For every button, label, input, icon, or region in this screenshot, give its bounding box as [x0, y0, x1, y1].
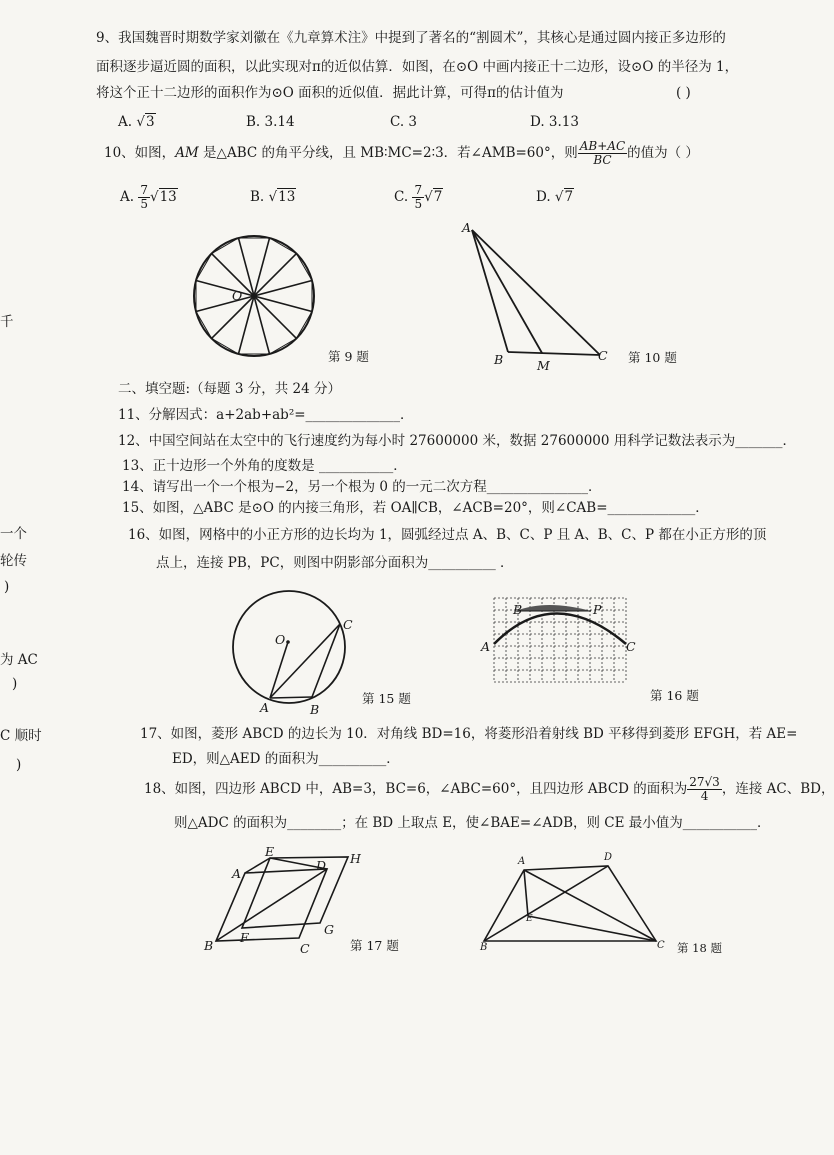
fig15-label-b: B	[310, 702, 320, 717]
fig17-label-g: G	[324, 922, 334, 937]
q10-option-c-label: C.	[394, 189, 409, 205]
fig10-caption: 第 10 题	[628, 350, 677, 365]
q9-option-b: B. 3.14	[246, 114, 295, 130]
q9-option-c: C. 3	[390, 114, 418, 130]
fig18-segment-ae	[524, 870, 528, 916]
figure-10-triangle	[460, 222, 620, 362]
fig10-segment-bc	[508, 352, 600, 355]
q12-text: 12、中国空间站在太空中的飞行速度约为每小时 27600000 米，数据 27600000 用科学记数法表示为_______．	[118, 433, 797, 449]
margin-fragment: )	[12, 676, 18, 692]
q10-fraction-den: BC	[593, 153, 612, 167]
figure-9-dodecagon	[190, 234, 320, 364]
q10-option-c-radicand: 7	[433, 189, 443, 205]
q10-am: AM	[175, 145, 199, 161]
figure-18-quadrilateral	[478, 858, 668, 948]
fig18-label-b: B	[480, 942, 488, 953]
q10-option-d-radicand: 7	[564, 189, 574, 205]
fig10-segment-am	[472, 230, 542, 353]
q18-line1	[144, 774, 834, 804]
fig15-label-c: C	[343, 617, 353, 632]
q10-option-d: D. √7	[536, 189, 574, 205]
q9-answer-paren: ( )	[676, 85, 691, 101]
q18-fraction-den: 4	[700, 789, 709, 803]
fig9-caption: 第 9 题	[328, 349, 369, 364]
fig17-label-a: A	[232, 866, 242, 881]
margin-fragment: )	[4, 579, 10, 595]
figure-15-circle	[226, 588, 356, 718]
q10-option-a-label: A.	[120, 189, 135, 205]
fig16-label-c: C	[626, 639, 636, 654]
fig15-caption: 第 15 题	[362, 691, 411, 706]
fig17-label-c: C	[300, 941, 310, 956]
fig16-label-b: B	[513, 602, 523, 617]
q9-option-d: D. 3.13	[530, 114, 579, 130]
q10-fraction-num: AB+AC	[579, 139, 626, 153]
q14-text: 14、请写出一个一个根为−2，另一个根为 0 的一元二次方程_______________．	[122, 479, 602, 495]
fig15-label-o: O	[275, 632, 286, 647]
q9-line2: 面积逐步逼近圆的面积，以此实现对π的近似估算．如图，在⊙O 中画内接正十二边形，设⊙O 的半径为 1，	[96, 59, 739, 75]
q10-option-a-den: 5	[140, 197, 148, 211]
q10-option-a-num: 7	[140, 183, 148, 197]
margin-fragment: 为 AC	[0, 652, 38, 668]
q10-prefix: 10、如图，	[104, 145, 176, 161]
q15-text: 15、如图，△ABC 是⊙O 的内接三角形，若 OA∥CB，∠ACB=20°，则∠CAB=_____________．	[122, 500, 709, 516]
fig10-label-b: B	[494, 352, 504, 367]
q10-option-a-radicand: 13	[159, 189, 177, 205]
q16-line1: 16、如图，网格中的小正方形的边长均为 1，圆弧经过点 A、B、C、P 且 A、B、C、P 都在小正方形的顶	[128, 527, 767, 543]
figure-17-rhombi	[200, 850, 360, 950]
fig18-label-a: A	[518, 856, 526, 867]
fig16-caption: 第 16 题	[650, 688, 699, 703]
section-2-title: 二、填空题:（每题 3 分，共 24 分）	[118, 381, 341, 397]
margin-fragment: 轮传	[0, 553, 27, 569]
fig17-label-f: F	[240, 930, 249, 945]
q10-suffix: 的值为（ ）	[627, 145, 699, 161]
q17-line1: 17、如图，菱形 ABCD 的边长为 10．对角线 BD=16，将菱形沿着射线 BD 平移得到菱形 EFGH，若 AE=	[140, 726, 798, 742]
q10-option-b-label: B.	[250, 189, 265, 205]
fig17-label-h: H	[350, 851, 361, 866]
fig17-label-e: E	[265, 844, 275, 859]
q9-line3: 将这个正十二边形的面积作为⊙O 面积的近似值．据此计算，可得π的估计值为	[96, 85, 564, 101]
q10-line1	[104, 140, 699, 167]
q10-option-c-frac	[412, 184, 424, 211]
fig18-diagonal-bd	[484, 866, 608, 941]
q18-fraction-num: 27√3	[689, 775, 720, 789]
fig10-label-a: A	[462, 220, 472, 235]
fig18-quadrilateral-abcd	[484, 866, 656, 941]
q9-line1: 9、我国魏晋时期数学家刘徽在《九章算术注》中提到了著名的“割圆术”，其核心是通过圆内接正多边形的	[96, 30, 726, 46]
q10-option-c-num: 7	[414, 183, 423, 197]
q18-fraction	[687, 776, 722, 803]
fig18-segment-ce	[528, 916, 656, 941]
margin-fragment: C 顺时	[0, 728, 42, 744]
q9-option-a-radicand: 3	[145, 114, 155, 130]
fig18-label-c: C	[657, 940, 665, 951]
fig15-segment-ab	[270, 697, 312, 698]
q16-line2: 点上，连接 PB，PC，则图中阴影部分面积为__________ ．	[156, 555, 514, 571]
fig18-label-d: D	[604, 852, 613, 863]
q10-option-d-label: D.	[536, 189, 551, 205]
q10-middle: 是△ABC 的角平分线，且 MB∶MC=2∶3．若∠AMB=60°，则	[198, 145, 578, 161]
fig15-segment-bc	[312, 624, 340, 697]
q18-prefix: 18、如图，四边形 ABCD 中，AB=3，BC=6，∠ABC=60°，且四边形 ABCD 的面积为	[144, 781, 688, 797]
q18-line2: 则△ADC 的面积为________；在 BD 上取点 E，使∠BAE=∠ADB，则 CE 最小值为___________．	[174, 815, 771, 831]
margin-fragment: 千	[0, 314, 14, 330]
q9-option-a-label: A.	[118, 114, 133, 130]
fig15-label-a: A	[260, 700, 270, 715]
margin-fragment: 一个	[0, 526, 27, 542]
q11-text: 11、分解因式：a+2ab+ab²=______________．	[118, 407, 414, 423]
fig17-rhombus-efgh	[242, 857, 348, 928]
fig18-label-e: E	[526, 914, 533, 924]
fig9-spokes	[196, 238, 312, 354]
q9-option-a: A. √3	[118, 114, 155, 130]
fig17-label-b: B	[204, 938, 214, 953]
fig9-label-o: O	[232, 288, 243, 303]
q10-option-b-radicand: 13	[278, 189, 296, 205]
q10-option-b: B. √13	[250, 189, 296, 205]
q10-option-c-den: 5	[414, 197, 423, 211]
q10-fraction	[578, 140, 627, 167]
fig18-caption: 第 18 题	[677, 941, 722, 955]
fig10-label-c: C	[598, 348, 608, 363]
fig17-caption: 第 17 题	[350, 938, 399, 953]
fig15-center-dot	[286, 640, 290, 644]
fig16-label-p: P	[593, 602, 602, 617]
fig16-arc	[494, 614, 626, 645]
q13-text: 13、正十边形一个外角的度数是 ___________．	[122, 458, 407, 474]
fig16-shaded-region	[516, 605, 591, 611]
margin-fragment: )	[16, 757, 22, 773]
q10-option-a: A. $\frac{7}{5}$ √13	[120, 183, 177, 211]
fig16-label-a: A	[481, 639, 491, 654]
q18-suffix: ，连接 AC、BD，	[721, 781, 834, 797]
q17-line2: ED，则△AED 的面积为__________．	[172, 751, 400, 767]
q10-option-c: C. $\frac{7}{5}$ √7	[394, 183, 443, 211]
fig10-label-m: M	[537, 358, 550, 373]
fig15-circle	[233, 591, 345, 703]
q10-option-a-frac	[138, 184, 150, 211]
fig17-label-d: D	[316, 858, 327, 873]
